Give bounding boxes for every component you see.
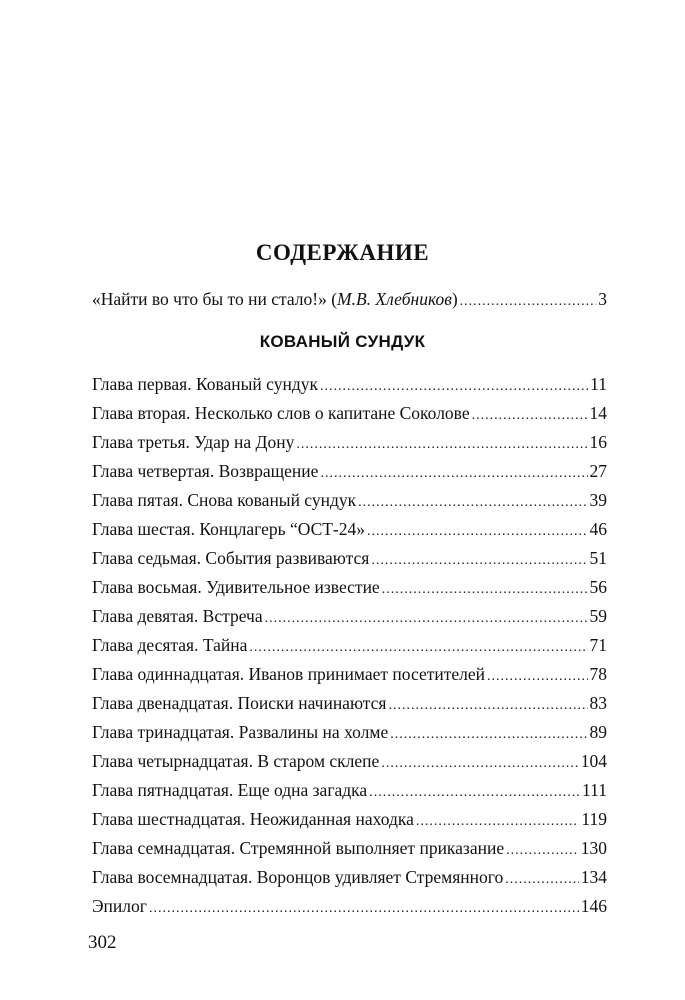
dot-leader (506, 840, 579, 862)
toc-entry-title: «Найти во что бы то ни стало!» (М.В. Хлебников) (92, 289, 458, 309)
author-name: М.В. Хлебников (337, 289, 452, 309)
toc-entry-title: Глава шестнадцатая. Неожиданная находка (92, 809, 414, 829)
toc-page-number: 104 (580, 751, 607, 771)
toc-entry-title: Глава десятая. Тайна (92, 635, 248, 655)
dot-leader (149, 898, 579, 920)
dot-leader (296, 434, 587, 456)
toc-entry-title: Глава восьмая. Удивительное известие (92, 577, 380, 597)
toc-entry (92, 460, 607, 485)
section-title: КОВАНЫЙ СУНДУК (259, 332, 426, 351)
toc-entry (92, 663, 607, 688)
toc-page-number: 39 (589, 490, 607, 510)
toc-page-number: 134 (580, 867, 607, 887)
toc-entry-title: Эпилог (92, 896, 147, 916)
toc-entry (92, 721, 607, 746)
toc-page-number: 46 (589, 519, 607, 539)
toc-entry (92, 547, 607, 572)
toc-page-number: 130 (580, 838, 607, 858)
toc-entry-title: Глава восемнадцатая. Воронцов удивляет Стремянного (92, 867, 504, 887)
toc-page-number: 78 (589, 664, 607, 684)
toc-entry-title: Глава одиннадцатая. Иванов принимает посетителей (92, 664, 486, 684)
toc-page-number: 3 (598, 289, 607, 309)
toc-entry (92, 431, 607, 456)
toc-entry (92, 634, 607, 659)
dot-leader (367, 521, 587, 543)
toc-page-number: 111 (582, 780, 607, 800)
dot-leader (388, 695, 587, 717)
toc-page-number: 146 (580, 896, 607, 916)
toc-entry (92, 866, 607, 891)
toc-entry-title: Глава четырнадцатая. В старом склепе (92, 751, 380, 771)
dot-leader (371, 550, 587, 572)
dot-leader (472, 405, 588, 427)
toc-entry-title: Глава седьмая. События развиваются (92, 548, 370, 568)
dot-leader (416, 811, 580, 833)
dot-leader (460, 291, 597, 313)
dot-leader (390, 724, 587, 746)
dot-leader (358, 492, 587, 514)
dot-leader (369, 782, 580, 804)
toc-page-number: 11 (590, 374, 607, 394)
toc-page-number: 16 (589, 432, 607, 452)
toc-entry-title: Глава пятая. Снова кованый сундук (92, 490, 357, 510)
toc-entry-title: Глава пятнадцатая. Еще одна загадка (92, 780, 368, 800)
toc-entry-title: Глава шестая. Концлагерь “ОСТ-24» (92, 519, 366, 539)
toc-entry (92, 576, 607, 601)
page-number-folio: 302 (88, 932, 117, 953)
dot-leader (265, 608, 588, 630)
toc-entry-title: Глава третья. Удар на Дону (92, 432, 295, 452)
toc-entry (92, 402, 607, 427)
toc-page-number: 119 (581, 809, 607, 829)
page-title: СОДЕРЖАНИЕ (255, 240, 430, 265)
toc-page-number: 59 (589, 606, 607, 626)
toc-page-number: 89 (589, 722, 607, 742)
toc-entry (92, 808, 607, 833)
toc-entry-title: Глава четвертая. Возвращение (92, 461, 319, 481)
toc-entry (92, 605, 607, 630)
toc-entry (92, 895, 607, 920)
toc-intro-entry (92, 288, 607, 313)
dot-leader (320, 463, 587, 485)
toc-entry-title: Глава тринадцатая. Развалины на холме (92, 722, 389, 742)
toc-entry-title: Глава двенадцатая. Поиски начинаются (92, 693, 387, 713)
toc-entry (92, 837, 607, 862)
toc-page-number: 83 (589, 693, 607, 713)
toc-page-number: 51 (589, 548, 607, 568)
toc-entry (92, 489, 607, 514)
dot-leader (505, 869, 579, 891)
dot-leader (249, 637, 587, 659)
toc-page-number: 27 (589, 461, 607, 481)
toc-page-number: 14 (589, 403, 607, 423)
dot-leader (382, 579, 588, 601)
toc-page-number: 71 (589, 635, 607, 655)
dot-leader (381, 753, 578, 775)
toc-entry-title: Глава девятая. Встреча (92, 606, 263, 626)
toc-entry-title: Глава первая. Кованый сундук (92, 374, 318, 394)
toc-entry (92, 779, 607, 804)
toc-entry-title: Глава семнадцатая. Стремянной выполняет приказание (92, 838, 505, 858)
toc-entry (92, 373, 607, 398)
dot-leader (487, 666, 587, 688)
toc-page-number: 56 (589, 577, 607, 597)
dot-leader (320, 376, 588, 398)
toc-entry-title: Глава вторая. Несколько слов о капитане Соколове (92, 403, 470, 423)
toc-entry (92, 518, 607, 543)
toc-entry (92, 692, 607, 717)
toc-entry (92, 750, 607, 775)
